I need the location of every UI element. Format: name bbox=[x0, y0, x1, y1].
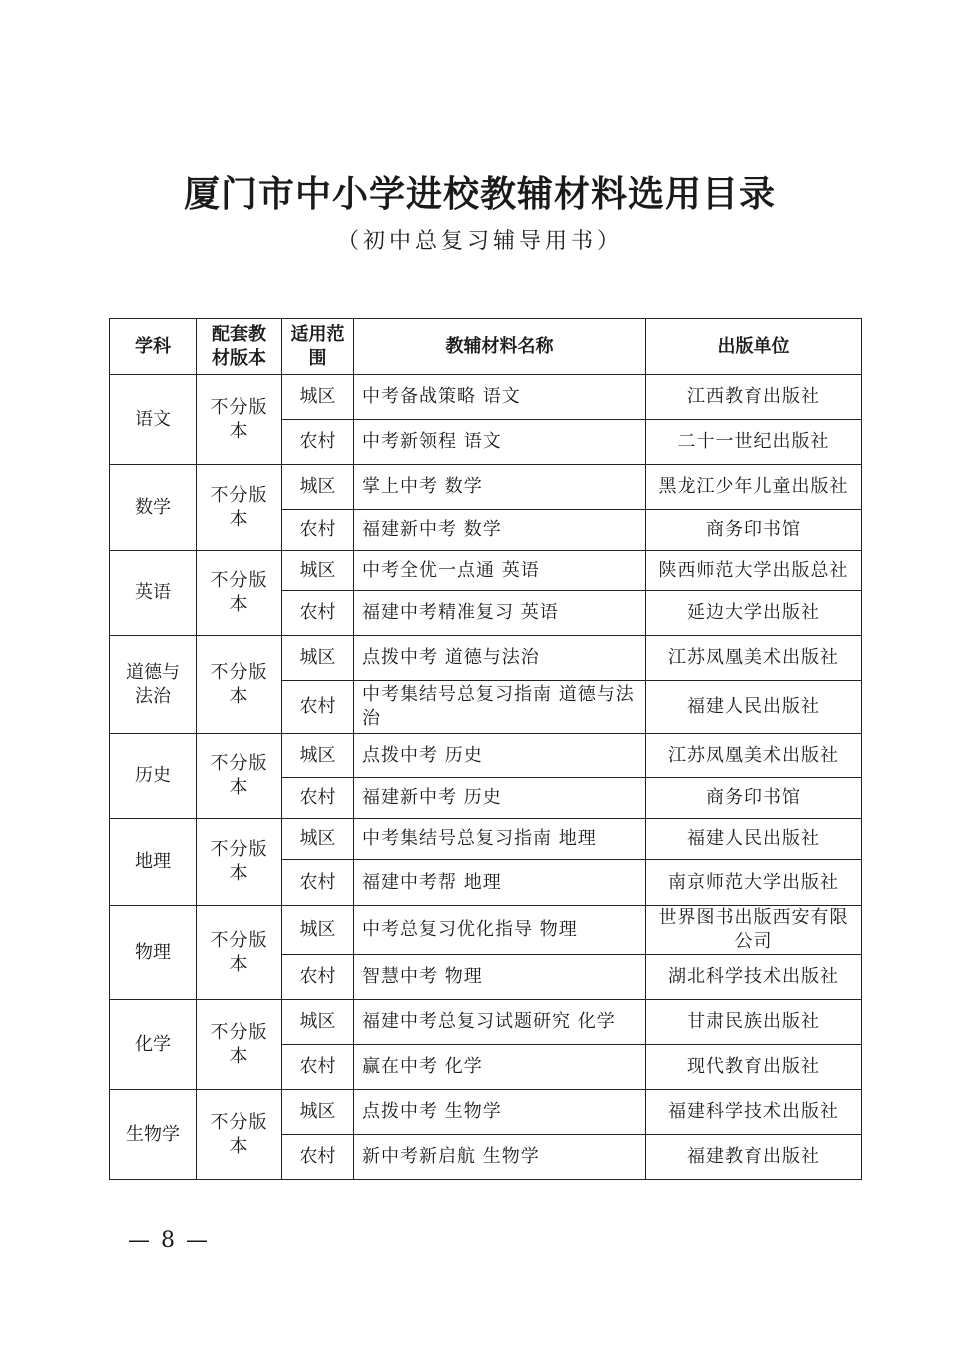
scope-cell: 农村 bbox=[282, 955, 354, 1000]
table-header-row bbox=[110, 319, 862, 375]
edition-cell: 不分版本 bbox=[197, 734, 282, 819]
material-name-cell: 点拨中考 道德与法治 bbox=[354, 636, 646, 681]
subject-cell: 地理 bbox=[110, 819, 197, 906]
page-number: — 8 — bbox=[128, 1228, 210, 1253]
table-row bbox=[110, 636, 862, 681]
publisher-cell: 商务印书馆 bbox=[646, 510, 862, 551]
material-name-cell: 智慧中考 物理 bbox=[354, 955, 646, 1000]
publisher-cell: 南京师范大学出版社 bbox=[646, 860, 862, 906]
document-subtitle: （初中总复习辅导用书） bbox=[336, 229, 623, 254]
publisher-cell: 福建人民出版社 bbox=[646, 681, 862, 734]
material-name-cell: 中考新领程 语文 bbox=[354, 420, 646, 465]
publisher-cell: 福建人民出版社 bbox=[646, 819, 862, 860]
scope-cell: 城区 bbox=[282, 636, 354, 681]
scope-cell: 农村 bbox=[282, 1135, 354, 1180]
edition-cell: 不分版本 bbox=[197, 636, 282, 734]
material-name-cell: 中考集结号总复习指南 道德与法治 bbox=[354, 681, 646, 734]
scope-cell: 城区 bbox=[282, 734, 354, 778]
subject-cell: 道德与法治 bbox=[110, 636, 197, 734]
material-name-cell: 福建中考总复习试题研究 化学 bbox=[354, 1000, 646, 1045]
document-title: 厦门市中小学进校教辅材料选用目录 bbox=[183, 173, 776, 215]
publisher-cell: 甘肃民族出版社 bbox=[646, 1000, 862, 1045]
material-name-cell: 中考集结号总复习指南 地理 bbox=[354, 819, 646, 860]
scope-cell: 农村 bbox=[282, 681, 354, 734]
material-name-cell: 福建新中考 数学 bbox=[354, 510, 646, 551]
table-row bbox=[110, 375, 862, 420]
table-row bbox=[110, 734, 862, 778]
publisher-cell: 商务印书馆 bbox=[646, 778, 862, 819]
publisher-cell: 江苏凤凰美术出版社 bbox=[646, 734, 862, 778]
edition-cell: 不分版本 bbox=[197, 1090, 282, 1180]
publisher-cell: 江西教育出版社 bbox=[646, 375, 862, 420]
scope-cell: 城区 bbox=[282, 551, 354, 591]
edition-cell: 不分版本 bbox=[197, 1000, 282, 1090]
scope-cell: 城区 bbox=[282, 906, 354, 955]
material-name-cell: 福建新中考 历史 bbox=[354, 778, 646, 819]
table-row bbox=[110, 819, 862, 860]
material-name-cell: 中考全优一点通 英语 bbox=[354, 551, 646, 591]
subject-cell: 物理 bbox=[110, 906, 197, 1000]
material-name-cell: 中考备战策略 语文 bbox=[354, 375, 646, 420]
material-name-cell: 福建中考帮 地理 bbox=[354, 860, 646, 906]
scope-cell: 农村 bbox=[282, 420, 354, 465]
publisher-cell: 江苏凤凰美术出版社 bbox=[646, 636, 862, 681]
publisher-cell: 现代教育出版社 bbox=[646, 1045, 862, 1090]
publisher-cell: 延边大学出版社 bbox=[646, 591, 862, 636]
publisher-cell: 福建科学技术出版社 bbox=[646, 1090, 862, 1135]
edition-cell: 不分版本 bbox=[197, 551, 282, 636]
scope-cell: 城区 bbox=[282, 819, 354, 860]
scope-cell: 城区 bbox=[282, 465, 354, 510]
publisher-cell: 福建教育出版社 bbox=[646, 1135, 862, 1180]
subject-cell: 生物学 bbox=[110, 1090, 197, 1180]
material-name-cell: 掌上中考 数学 bbox=[354, 465, 646, 510]
subject-cell: 数学 bbox=[110, 465, 197, 551]
header-publisher: 出版单位 bbox=[646, 319, 862, 375]
scope-cell: 农村 bbox=[282, 510, 354, 551]
scope-cell: 城区 bbox=[282, 375, 354, 420]
subject-cell: 英语 bbox=[110, 551, 197, 636]
table-header bbox=[110, 319, 862, 375]
edition-cell: 不分版本 bbox=[197, 906, 282, 1000]
table-body bbox=[110, 375, 862, 1180]
publisher-cell: 世界图书出版西安有限公司 bbox=[646, 906, 862, 955]
material-name-cell: 赢在中考 化学 bbox=[354, 1045, 646, 1090]
catalog-table bbox=[109, 318, 862, 1180]
table-row bbox=[110, 465, 862, 510]
subject-cell: 语文 bbox=[110, 375, 197, 465]
header-scope: 适用范围 bbox=[282, 319, 354, 375]
material-name-cell: 福建中考精准复习 英语 bbox=[354, 591, 646, 636]
edition-cell: 不分版本 bbox=[197, 465, 282, 551]
header-material: 教辅材料名称 bbox=[354, 319, 646, 375]
subject-cell: 历史 bbox=[110, 734, 197, 819]
publisher-cell: 陕西师范大学出版总社 bbox=[646, 551, 862, 591]
scope-cell: 城区 bbox=[282, 1090, 354, 1135]
table-row bbox=[110, 906, 862, 955]
subject-cell: 化学 bbox=[110, 1000, 197, 1090]
header-edition: 配套教材版本 bbox=[197, 319, 282, 375]
material-name-cell: 点拨中考 历史 bbox=[354, 734, 646, 778]
table-row bbox=[110, 1000, 862, 1045]
table-row bbox=[110, 1090, 862, 1135]
material-name-cell: 中考总复习优化指导 物理 bbox=[354, 906, 646, 955]
material-name-cell: 点拨中考 生物学 bbox=[354, 1090, 646, 1135]
material-name-cell: 新中考新启航 生物学 bbox=[354, 1135, 646, 1180]
publisher-cell: 湖北科学技术出版社 bbox=[646, 955, 862, 1000]
publisher-cell: 二十一世纪出版社 bbox=[646, 420, 862, 465]
scope-cell: 农村 bbox=[282, 860, 354, 906]
publisher-cell: 黑龙江少年儿童出版社 bbox=[646, 465, 862, 510]
edition-cell: 不分版本 bbox=[197, 819, 282, 906]
scope-cell: 农村 bbox=[282, 1045, 354, 1090]
table-row bbox=[110, 551, 862, 591]
scope-cell: 农村 bbox=[282, 778, 354, 819]
edition-cell: 不分版本 bbox=[197, 375, 282, 465]
header-subject: 学科 bbox=[110, 319, 197, 375]
scope-cell: 城区 bbox=[282, 1000, 354, 1045]
scope-cell: 农村 bbox=[282, 591, 354, 636]
